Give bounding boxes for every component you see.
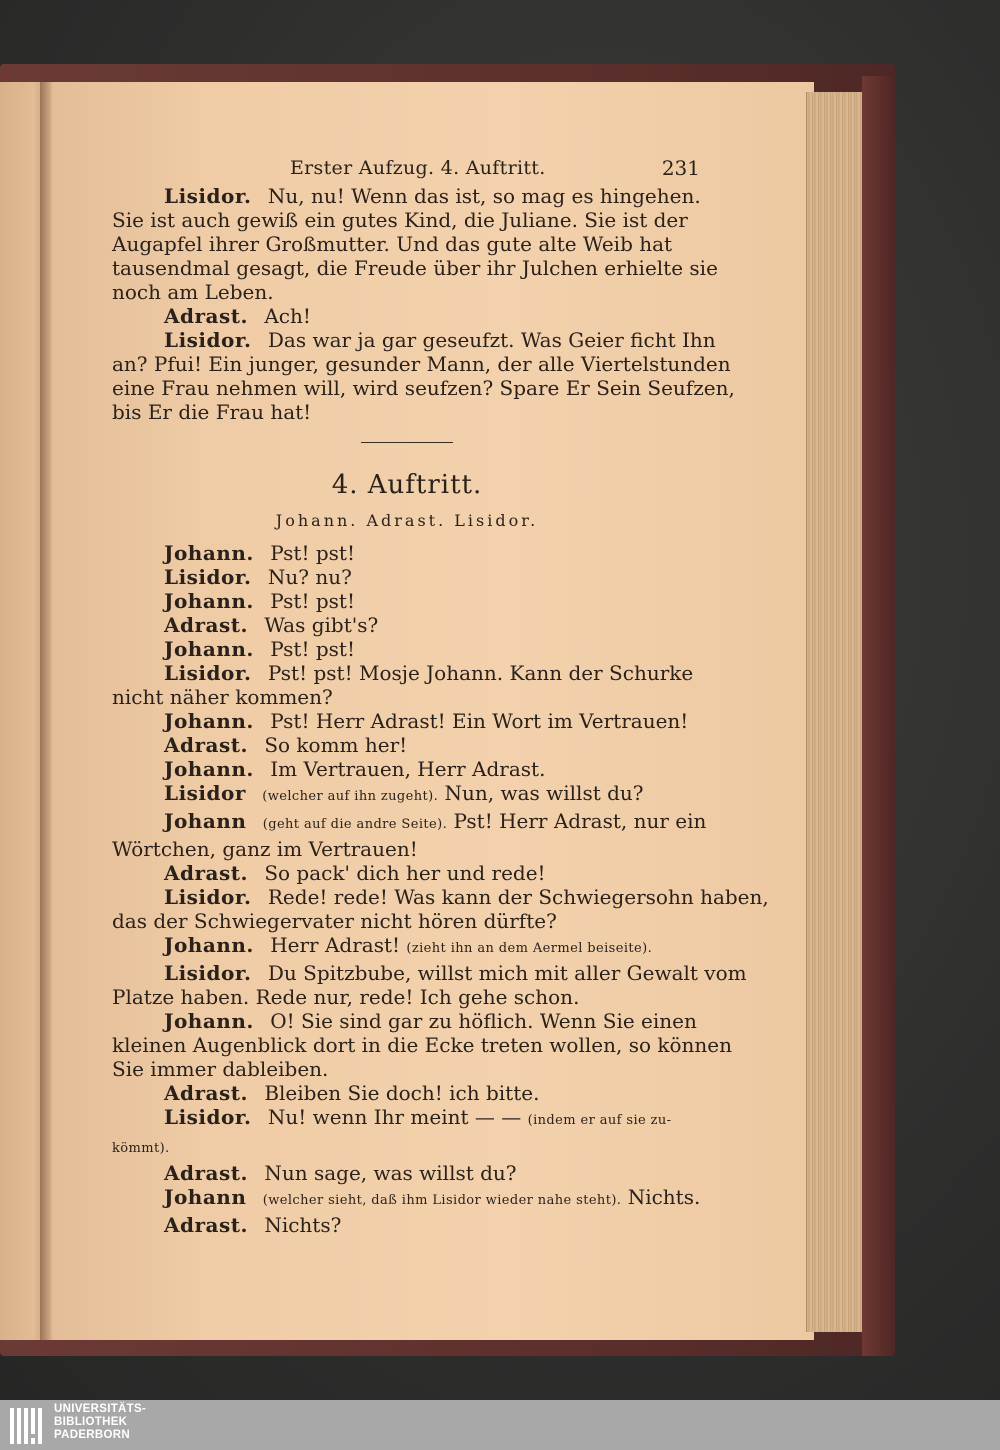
text-line <box>112 376 735 400</box>
dialogue-text: Augapfel ihrer Großmutter. Und das gute alte Weib hat <box>112 232 673 256</box>
text-line <box>112 589 702 613</box>
library-logo-icon <box>8 1406 46 1446</box>
text-line <box>112 933 702 961</box>
text-line <box>112 280 702 304</box>
stage-direction: (geht auf die andre Seite). <box>262 817 448 832</box>
speaker-name: Johann. <box>164 1009 254 1033</box>
text-line <box>112 304 702 328</box>
text-line <box>112 1081 702 1105</box>
dialogue-text: Nichts. <box>627 1185 701 1209</box>
dialogue-text: eine Frau nehmen will, wird seufzen? Spare Er Sein Seufzen, <box>112 376 735 400</box>
cover-edge <box>862 76 894 1356</box>
stage-direction: (indem er auf sie zu- <box>527 1113 672 1128</box>
text-line <box>112 328 716 352</box>
dialogue-text: noch am Leben. <box>112 280 274 304</box>
dialogue-text: das der Schwiegervater nicht hören dürfte? <box>112 909 557 933</box>
dialogue-text: Was gibt's? <box>264 613 379 637</box>
dialogue-text: So pack' dich her und rede! <box>264 861 546 885</box>
dialogue-text: O! Sie sind gar zu höflich. Wenn Sie einen <box>270 1009 697 1033</box>
scene-cast: Johann. Adrast. Lisidor. <box>275 511 539 530</box>
text-line <box>112 909 702 933</box>
text-line <box>112 232 702 256</box>
text-line <box>112 541 702 565</box>
text-line <box>112 1213 702 1237</box>
text-line <box>112 961 747 985</box>
speaker-name: Johann <box>164 1185 247 1209</box>
library-name-line: PADERBORN <box>54 1429 130 1441</box>
library-name <box>54 1403 146 1442</box>
page-edges <box>806 92 865 1332</box>
text-line <box>112 837 702 861</box>
speaker-name: Adrast. <box>164 733 248 757</box>
dialogue-text: Sie immer dableiben. <box>112 1057 329 1081</box>
text-line <box>112 733 702 757</box>
speaker-name: Johann. <box>164 637 254 661</box>
dialogue-block-1 <box>112 184 735 424</box>
dialogue-block-2 <box>112 541 769 1237</box>
text-line <box>112 1033 732 1057</box>
dialogue-text: Pst! pst! <box>270 589 355 613</box>
text-line <box>112 1057 702 1081</box>
dialogue-text: Wörtchen, ganz im Vertrauen! <box>112 837 418 861</box>
dialogue-text: Nun sage, was willst du? <box>264 1161 517 1185</box>
speaker-name: Lisidor. <box>164 961 252 985</box>
dialogue-text: Nu, nu! Wenn das ist, so mag es hingehen. <box>267 184 701 208</box>
dialogue-text: Nun, was willst du? <box>444 781 644 805</box>
dialogue-text: Pst! pst! <box>270 637 355 661</box>
speaker-name: Lisidor. <box>164 1105 252 1129</box>
text-line <box>112 208 702 232</box>
section-divider <box>361 442 453 443</box>
text-line <box>112 781 702 809</box>
text-line <box>112 885 769 909</box>
text-line <box>112 661 702 685</box>
dialogue-text: Nu? nu? <box>267 565 352 589</box>
text-line <box>112 757 702 781</box>
stage-direction: (welcher sieht, daß ihm Lisidor wieder nahe steht). <box>262 1193 622 1208</box>
dialogue-text: an? Pfui! Ein junger, gesunder Mann, der alle Viertelstunden <box>112 352 731 376</box>
speaker-name: Adrast. <box>164 1081 248 1105</box>
text-line <box>112 1185 702 1213</box>
text-line <box>112 256 718 280</box>
speaker-name: Johann <box>164 809 247 833</box>
dialogue-text: Das war ja gar geseufzt. Was Geier ficht Ihn <box>267 328 716 352</box>
dialogue-text: nicht näher kommen? <box>112 685 333 709</box>
speaker-name: Lisidor <box>164 781 246 805</box>
stage-direction: (zieht ihn an dem Aermel beiseite). <box>406 941 653 956</box>
speaker-name: Adrast. <box>164 613 248 637</box>
stage-direction: (welcher auf ihn zugeht). <box>262 789 439 804</box>
dialogue-text: Im Vertrauen, Herr Adrast. <box>270 757 546 781</box>
library-footer <box>0 1400 1000 1450</box>
text-line <box>112 985 702 1009</box>
dialogue-text: Bleiben Sie doch! ich bitte. <box>264 1081 540 1105</box>
scene-title: 4. Auftritt. <box>331 470 483 500</box>
text-line <box>112 400 702 424</box>
stage-direction: kömmt). <box>112 1141 170 1156</box>
dialogue-text: Ach! <box>264 304 311 328</box>
dialogue-text: Platze haben. Rede nur, rede! Ich gehe schon. <box>112 985 580 1009</box>
text-line <box>112 613 702 637</box>
speaker-name: Adrast. <box>164 1213 248 1237</box>
dialogue-text: So komm her! <box>264 733 408 757</box>
dialogue-text: bis Er die Frau hat! <box>112 400 312 424</box>
dialogue-text: tausendmal gesagt, die Freude über ihr Julchen erhielte sie <box>112 256 718 280</box>
speaker-name: Lisidor. <box>164 661 252 685</box>
text-line <box>112 184 702 208</box>
speaker-name: Johann. <box>164 541 254 565</box>
speaker-name: Lisidor. <box>164 885 252 909</box>
text-line <box>112 809 707 837</box>
text-line <box>112 1133 702 1161</box>
speaker-name: Lisidor. <box>164 565 252 589</box>
speaker-name: Johann. <box>164 709 254 733</box>
running-head: Erster Aufzug. 4. Auftritt. <box>290 157 546 179</box>
dialogue-text: Sie ist auch gewiß ein gutes Kind, die Juliane. Sie ist der <box>112 208 688 232</box>
speaker-name: Johann. <box>164 933 254 957</box>
page-number: 231 <box>661 156 700 180</box>
page-header <box>112 150 702 184</box>
text-line <box>112 709 702 733</box>
text-line <box>112 1161 702 1185</box>
page-text <box>112 150 769 1237</box>
dialogue-text: Herr Adrast! <box>270 933 401 957</box>
dialogue-text: Nu! wenn Ihr meint — — <box>267 1105 522 1129</box>
dialogue-text: kleinen Augenblick dort in die Ecke treten wollen, so können <box>112 1033 732 1057</box>
text-line <box>112 1105 702 1133</box>
speaker-name: Johann. <box>164 589 254 613</box>
text-line <box>112 1009 702 1033</box>
speaker-name: Lisidor. <box>164 328 252 352</box>
speaker-name: Adrast. <box>164 304 248 328</box>
speaker-name: Adrast. <box>164 1161 248 1185</box>
speaker-name: Johann. <box>164 757 254 781</box>
text-line <box>112 685 702 709</box>
dialogue-text: Pst! Herr Adrast! Ein Wort im Vertrauen! <box>270 709 689 733</box>
library-name-line: UNIVERSITÄTS- <box>54 1403 147 1415</box>
library-name-line: BIBLIOTHEK <box>54 1416 128 1428</box>
dialogue-text: Nichts? <box>264 1213 342 1237</box>
dialogue-text: Du Spitzbube, willst mich mit aller Gewalt vom <box>267 961 747 985</box>
dialogue-text: Pst! Herr Adrast, nur ein <box>453 809 707 833</box>
dialogue-text: Pst! pst! <box>270 541 355 565</box>
speaker-name: Lisidor. <box>164 184 252 208</box>
dialogue-text: Pst! pst! Mosje Johann. Kann der Schurke <box>267 661 694 685</box>
dialogue-text: Rede! rede! Was kann der Schwiegersohn haben, <box>267 885 769 909</box>
text-line <box>112 861 702 885</box>
speaker-name: Adrast. <box>164 861 248 885</box>
text-line <box>112 637 702 661</box>
text-line <box>112 565 702 589</box>
text-line <box>112 352 731 376</box>
